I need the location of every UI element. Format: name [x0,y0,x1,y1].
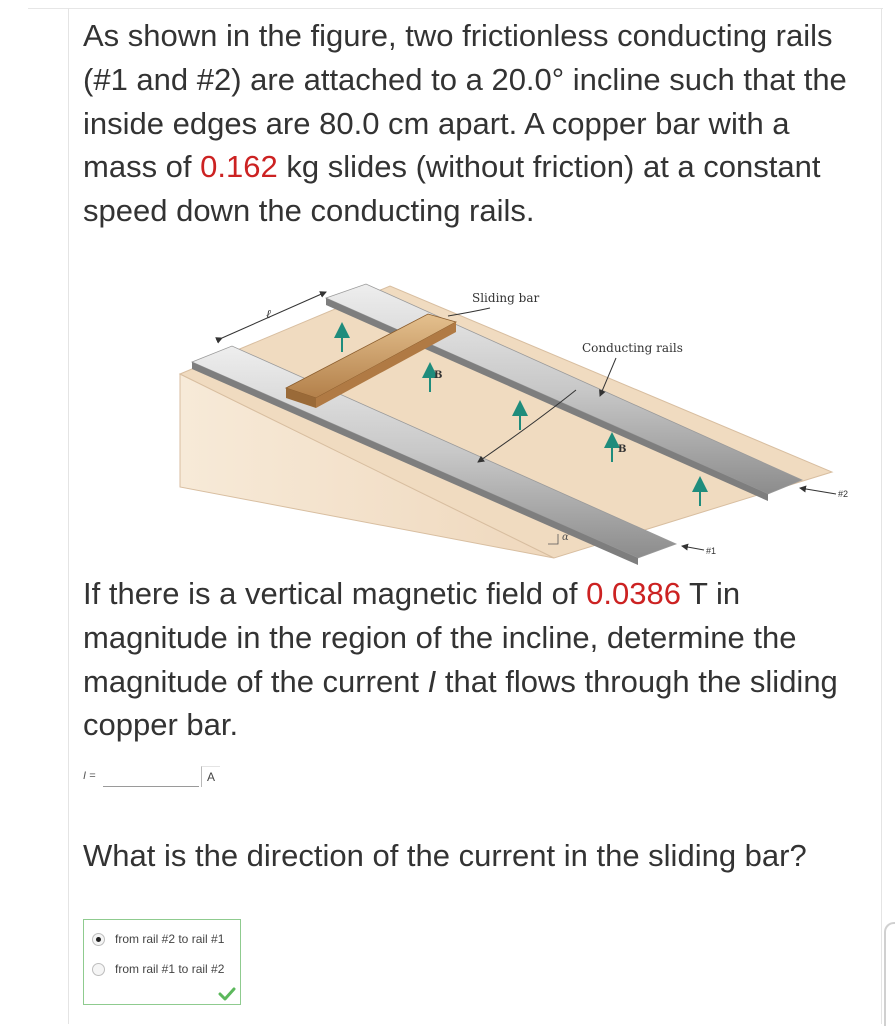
rail-1-pointer [682,546,704,550]
rail-1-label: #1 [706,546,717,556]
incline-figure [176,282,856,572]
radio-button-selected[interactable] [92,933,105,946]
answer-label: I = [83,770,96,782]
scroll-edge-curl [884,922,895,1026]
part1-text: If there is a vertical magnetic field of [83,576,587,611]
current-symbol: I [427,663,437,699]
answer-unit: A [201,766,220,787]
sliding-bar-pointer [448,308,490,316]
choice-rail1-to-rail2[interactable] [92,962,224,976]
conducting-rails-label: Conducting rails [582,341,683,355]
choice-label: from rail #1 to rail #2 [115,962,225,976]
question-part2: What is the direction of the current in the sliding bar? [83,838,807,873]
current-answer-input[interactable] [103,766,199,787]
field-label-2: B [618,444,627,455]
rail-2-pointer [800,488,836,494]
choice-rail2-to-rail1[interactable] [92,932,224,946]
length-label: ℓ [266,307,271,321]
radio-button[interactable] [92,963,105,976]
top-border [28,0,883,9]
question-part1 [83,572,863,747]
field-label-1: B [434,370,443,381]
correct-check-icon [218,987,236,1001]
mass-value: 0.162 [200,149,278,185]
question-intro [83,14,863,233]
part1-text-mid: T in magnitude in the region of the incline, determine the magnitude of the current [83,576,797,699]
field-value: 0.0386 [586,576,681,611]
sliding-bar-label: Sliding bar [472,291,540,305]
right-border [881,8,882,1024]
intro-text-end: kg slides (without friction) at a constant speed down the conducting rails. [83,149,821,229]
left-border [68,8,69,1024]
part1-text-end: that flows through the sliding copper bar. [83,663,838,743]
intro-text: As shown in the figure, two frictionless conducting rails (#1 and #2) are attached to a 20.0° incline such that the inside edges are 80.0 cm apart. A copper bar with a mass of [83,18,847,185]
choice-label: from rail #2 to rail #1 [115,932,225,946]
rail-2-label: #2 [838,489,849,499]
direction-choices [83,919,241,1005]
angle-label: α [562,532,569,543]
current-answer-row [83,764,220,788]
ramp-top-surface [180,286,832,558]
incline-diagram [176,282,856,572]
